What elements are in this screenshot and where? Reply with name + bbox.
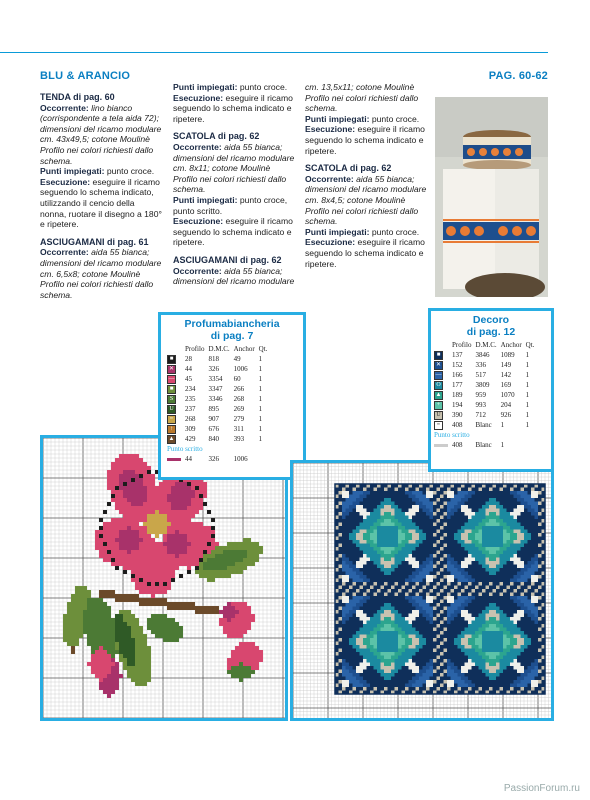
legend-row xyxy=(432,370,536,380)
legend-row xyxy=(165,424,269,434)
color-swatch: U xyxy=(167,405,176,414)
color-swatch: ✕ xyxy=(168,365,175,372)
legend-anchor: 1006 xyxy=(233,365,248,373)
materials-paragraph xyxy=(305,174,427,227)
legend-row xyxy=(165,394,269,404)
legend-anchor: 268 xyxy=(233,395,245,403)
color-swatch: ✕ xyxy=(435,361,442,368)
legend-header: Anchor xyxy=(233,345,255,353)
legend-title: Profumabiancheria xyxy=(184,318,280,330)
legend-dmc: 712 xyxy=(475,411,486,419)
execution-paragraph xyxy=(173,216,295,248)
legend-qt: 1 xyxy=(258,355,263,363)
label: Occorrente: xyxy=(173,265,222,276)
legend-qt: 1 xyxy=(258,415,263,423)
stitches-paragraph xyxy=(173,195,295,216)
stitches-paragraph xyxy=(305,227,427,238)
legend-qt: 1 xyxy=(258,425,263,433)
legend-dmc: Blanc xyxy=(475,441,492,449)
legend-table xyxy=(432,340,536,450)
legend-profilo: 408 xyxy=(452,441,463,449)
legend-profilo: 28 xyxy=(185,355,192,363)
legend-dmc: 3846 xyxy=(475,351,490,359)
legend-anchor: 311 xyxy=(233,425,244,433)
color-swatch: + xyxy=(434,401,443,410)
legend-dmc: 959 xyxy=(475,391,486,399)
text: eseguire il ricamo seguendo lo schema indicato e ripetere. xyxy=(305,237,425,269)
label: Punti impiegati: xyxy=(305,226,370,237)
legend-dmc: 3347 xyxy=(208,385,223,393)
text: eseguire il ricamo seguendo lo schema indicato e ripetere. xyxy=(173,216,293,248)
label: Occorrente: xyxy=(40,247,89,258)
label: Punti impiegati: xyxy=(173,194,238,205)
legend-row xyxy=(165,404,269,414)
towel-photo xyxy=(435,97,548,297)
color-swatch: ■ xyxy=(434,351,443,360)
legend-row xyxy=(432,420,536,430)
decoro-cross-stitch-chart xyxy=(293,463,551,718)
legend-header: D.M.C. xyxy=(208,345,230,353)
legend-profilo: 189 xyxy=(452,391,463,399)
legend-anchor: 1089 xyxy=(500,351,515,359)
legend-header: D.M.C. xyxy=(475,341,497,349)
legend-qt: 1 xyxy=(525,391,530,399)
legend-profilo: 44 xyxy=(185,455,192,463)
legend-anchor: 1 xyxy=(500,441,505,449)
legend-table xyxy=(165,344,269,464)
legend-qt: 1 xyxy=(525,361,530,369)
backstitch-line xyxy=(167,458,181,461)
legend-row xyxy=(165,364,269,374)
materials-paragraph xyxy=(173,142,295,195)
label: Occorrente: xyxy=(40,102,89,113)
color-swatch: ↑ xyxy=(167,425,176,434)
legend-anchor: 169 xyxy=(500,381,512,389)
legend-row xyxy=(432,410,536,420)
legend-profilo: 44 xyxy=(185,365,192,373)
legend-dmc: 993 xyxy=(475,401,486,409)
text: lino bianco (corrispondente a tela aida 72); dimensioni del ricamo modulare cm. 43x49,5; cotone Moulinè Profilo nei colori richiesti dallo schema. xyxy=(40,102,162,166)
legend-anchor: 269 xyxy=(233,405,245,413)
legend-row xyxy=(165,454,269,464)
top-rule xyxy=(0,52,548,53)
legend-dmc: 3809 xyxy=(475,381,490,389)
legend-dmc: 326 xyxy=(208,455,219,463)
legend-header: Anchor xyxy=(500,341,522,349)
legend-profilo: 45 xyxy=(185,375,192,383)
legend-dmc: 895 xyxy=(208,405,219,413)
execution-paragraph xyxy=(305,237,427,269)
stitches-paragraph xyxy=(305,114,427,125)
legend-header-row xyxy=(432,340,536,350)
legend-header: Qt. xyxy=(525,341,535,349)
legend-anchor: 1 xyxy=(500,421,505,429)
punto-scritto-label: Punto scritto xyxy=(434,431,470,439)
color-swatch: U xyxy=(434,411,443,420)
legend-profilo: 429 xyxy=(185,435,196,443)
text: cm. 13,5x11; cotone Moulinè Profilo nei colori richiesti dallo schema. xyxy=(305,82,419,114)
execution-paragraph xyxy=(40,177,162,230)
legend-header: Profilo xyxy=(185,345,205,353)
text-column-2 xyxy=(173,82,295,287)
legend-anchor: 1006 xyxy=(233,455,248,463)
materials-paragraph xyxy=(173,266,295,287)
color-swatch: ■ xyxy=(167,355,176,364)
legend-profilo: 235 xyxy=(185,395,196,403)
text: aida 55 bianca; dimensioni del ricamo modulare xyxy=(173,265,295,287)
label: Esecuzione: xyxy=(40,176,91,187)
legend-anchor: 60 xyxy=(233,375,241,383)
materials-paragraph xyxy=(40,103,162,167)
legend-profilo: 390 xyxy=(452,411,463,419)
legend-row xyxy=(165,384,269,394)
flower-cross-stitch-chart xyxy=(43,438,285,718)
legend-row xyxy=(165,354,269,364)
legend-row xyxy=(165,414,269,424)
legend-profilo: 194 xyxy=(452,401,463,409)
legend-qt: 1 xyxy=(525,411,530,419)
legend-profilo: 177 xyxy=(452,381,463,389)
legend-header: Qt. xyxy=(258,345,268,353)
text: punto croce, punto scritto. xyxy=(173,194,288,216)
legend-dmc: Blanc xyxy=(475,421,492,429)
legend-anchor: 926 xyxy=(500,411,512,419)
color-swatch: ■ xyxy=(167,385,176,394)
legend-qt: 1 xyxy=(258,375,263,383)
legend-profilo: 309 xyxy=(185,425,196,433)
legend-dmc: 840 xyxy=(208,435,219,443)
label: Esecuzione: xyxy=(173,216,224,227)
legend-profilo: 152 xyxy=(452,361,463,369)
legend-row xyxy=(432,360,536,370)
instruction-heading: SCATOLA di pag. 62 xyxy=(305,163,392,174)
color-swatch: S xyxy=(167,395,176,404)
legend-anchor: 266 xyxy=(233,385,245,393)
legend-qt: 1 xyxy=(258,405,263,413)
legend-qt: 1 xyxy=(525,401,530,409)
text-column-3 xyxy=(305,82,427,269)
legend-decoro xyxy=(428,308,554,472)
legend-row xyxy=(432,350,536,360)
materials-paragraph xyxy=(305,82,427,114)
legend-qt: 1 xyxy=(258,365,263,373)
legend-qt: 1 xyxy=(258,385,263,393)
legend-qt: 1 xyxy=(525,381,530,389)
legend-qt: 1 xyxy=(258,435,263,443)
site-watermark: PassionForum.ru xyxy=(503,783,580,794)
color-swatch: = xyxy=(167,415,176,424)
section-title: BLU & ARANCIO xyxy=(40,70,131,82)
legend-profilo: 166 xyxy=(452,371,463,379)
instruction-heading: ASCIUGAMANI di pag. 62 xyxy=(173,254,282,265)
label: Occorrente: xyxy=(173,141,222,152)
materials-paragraph xyxy=(40,247,162,300)
label: Punti impiegati: xyxy=(173,82,238,92)
legend-anchor: 204 xyxy=(500,401,512,409)
legend-profilo: 137 xyxy=(452,351,463,359)
text: punto croce. xyxy=(369,226,420,237)
page-reference: PAG. 60-62 xyxy=(488,70,548,82)
legend-row xyxy=(165,374,269,384)
color-swatch: — xyxy=(435,371,442,378)
label: Esecuzione: xyxy=(305,124,356,135)
legend-dmc: 818 xyxy=(208,355,219,363)
text: eseguire il ricamo seguendo lo schema indicato, utilizzando il cencio della nonna, ruotare il disegno a 180° e ripetere. xyxy=(40,176,162,230)
legend-header-row xyxy=(165,344,269,354)
legend-dmc: 336 xyxy=(475,361,486,369)
color-swatch: ▲ xyxy=(435,391,442,398)
stitches-paragraph xyxy=(173,82,295,93)
label: Esecuzione: xyxy=(305,237,356,248)
text: aida 55 bianca; dimensioni del ricamo modulare cm. 6,5x8; cotone Moulinè Profilo nei colori richiesti dallo schema. xyxy=(40,247,162,300)
color-swatch: ▲ xyxy=(168,435,175,442)
legend-subtitle: di pag. 12 xyxy=(466,326,516,338)
text: punto croce. xyxy=(104,166,155,177)
legend-dmc: 3354 xyxy=(208,375,223,383)
decoro-chart-panel xyxy=(290,460,554,721)
text: eseguire il ricamo seguendo lo schema indicato e ripetere. xyxy=(305,124,425,156)
text-column-1 xyxy=(40,92,162,300)
instruction-heading: TENDA di pag. 60 xyxy=(40,92,115,102)
label: Esecuzione: xyxy=(173,92,224,103)
legend-dmc: 676 xyxy=(208,425,219,433)
punto-scritto-label: Punto scritto xyxy=(167,445,203,453)
legend-qt: 1 xyxy=(525,371,530,379)
execution-paragraph xyxy=(173,93,295,125)
legend-profilo: 268 xyxy=(185,415,196,423)
legend-dmc: 517 xyxy=(475,371,486,379)
color-swatch: O xyxy=(434,381,443,390)
legend-dmc: 3346 xyxy=(208,395,223,403)
text: punto croce. xyxy=(237,82,288,92)
execution-paragraph xyxy=(305,124,427,156)
legend-dmc: 907 xyxy=(208,415,219,423)
text: punto croce. xyxy=(369,113,420,124)
legend-qt: 1 xyxy=(258,395,263,403)
instruction-heading: SCATOLA di pag. 62 xyxy=(173,131,260,142)
backstitch-line xyxy=(434,444,448,447)
legend-anchor: 1070 xyxy=(500,391,515,399)
legend-title: Decoro xyxy=(472,314,510,326)
legend-dmc: 326 xyxy=(208,365,219,373)
legend-profilo: 408 xyxy=(452,421,463,429)
legend-profumabiancheria xyxy=(158,312,306,480)
legend-row xyxy=(165,434,269,444)
legend-row xyxy=(432,440,536,450)
legend-anchor: 142 xyxy=(500,371,512,379)
text: aida 55 bianca; dimensioni del ricamo modulare cm. 8x11; cotone Moulinè Profilo nei colori richiesti dallo schema. xyxy=(173,141,295,195)
instruction-heading: ASCIUGAMANI di pag. 61 xyxy=(40,236,149,247)
color-swatch: = xyxy=(434,421,443,430)
legend-qt: 1 xyxy=(525,421,530,429)
text: eseguire il ricamo seguendo lo schema indicato e ripetere. xyxy=(173,92,293,124)
legend-profilo: 234 xyxy=(185,385,196,393)
legend-profilo: 237 xyxy=(185,405,196,413)
legend-row xyxy=(432,380,536,390)
color-swatch: — xyxy=(168,375,175,382)
legend-qt: 1 xyxy=(525,351,530,359)
legend-anchor: 279 xyxy=(233,415,245,423)
legend-anchor: 393 xyxy=(233,435,245,443)
text: aida 55 bianca; dimensioni del ricamo modulare cm. 8x4,5; cotone Moulinè Profilo nei colori richiesti dallo schema. xyxy=(305,173,427,227)
legend-anchor: 149 xyxy=(500,361,512,369)
legend-header: Profilo xyxy=(452,341,472,349)
legend-anchor: 49 xyxy=(233,355,241,363)
legend-row xyxy=(432,400,536,410)
legend-row xyxy=(432,390,536,400)
legend-subtitle: di pag. 7 xyxy=(210,330,254,342)
label: Punti impiegati: xyxy=(40,166,105,177)
stitches-paragraph xyxy=(40,166,162,177)
label: Punti impiegati: xyxy=(305,113,370,124)
label: Occorrente: xyxy=(305,173,354,184)
